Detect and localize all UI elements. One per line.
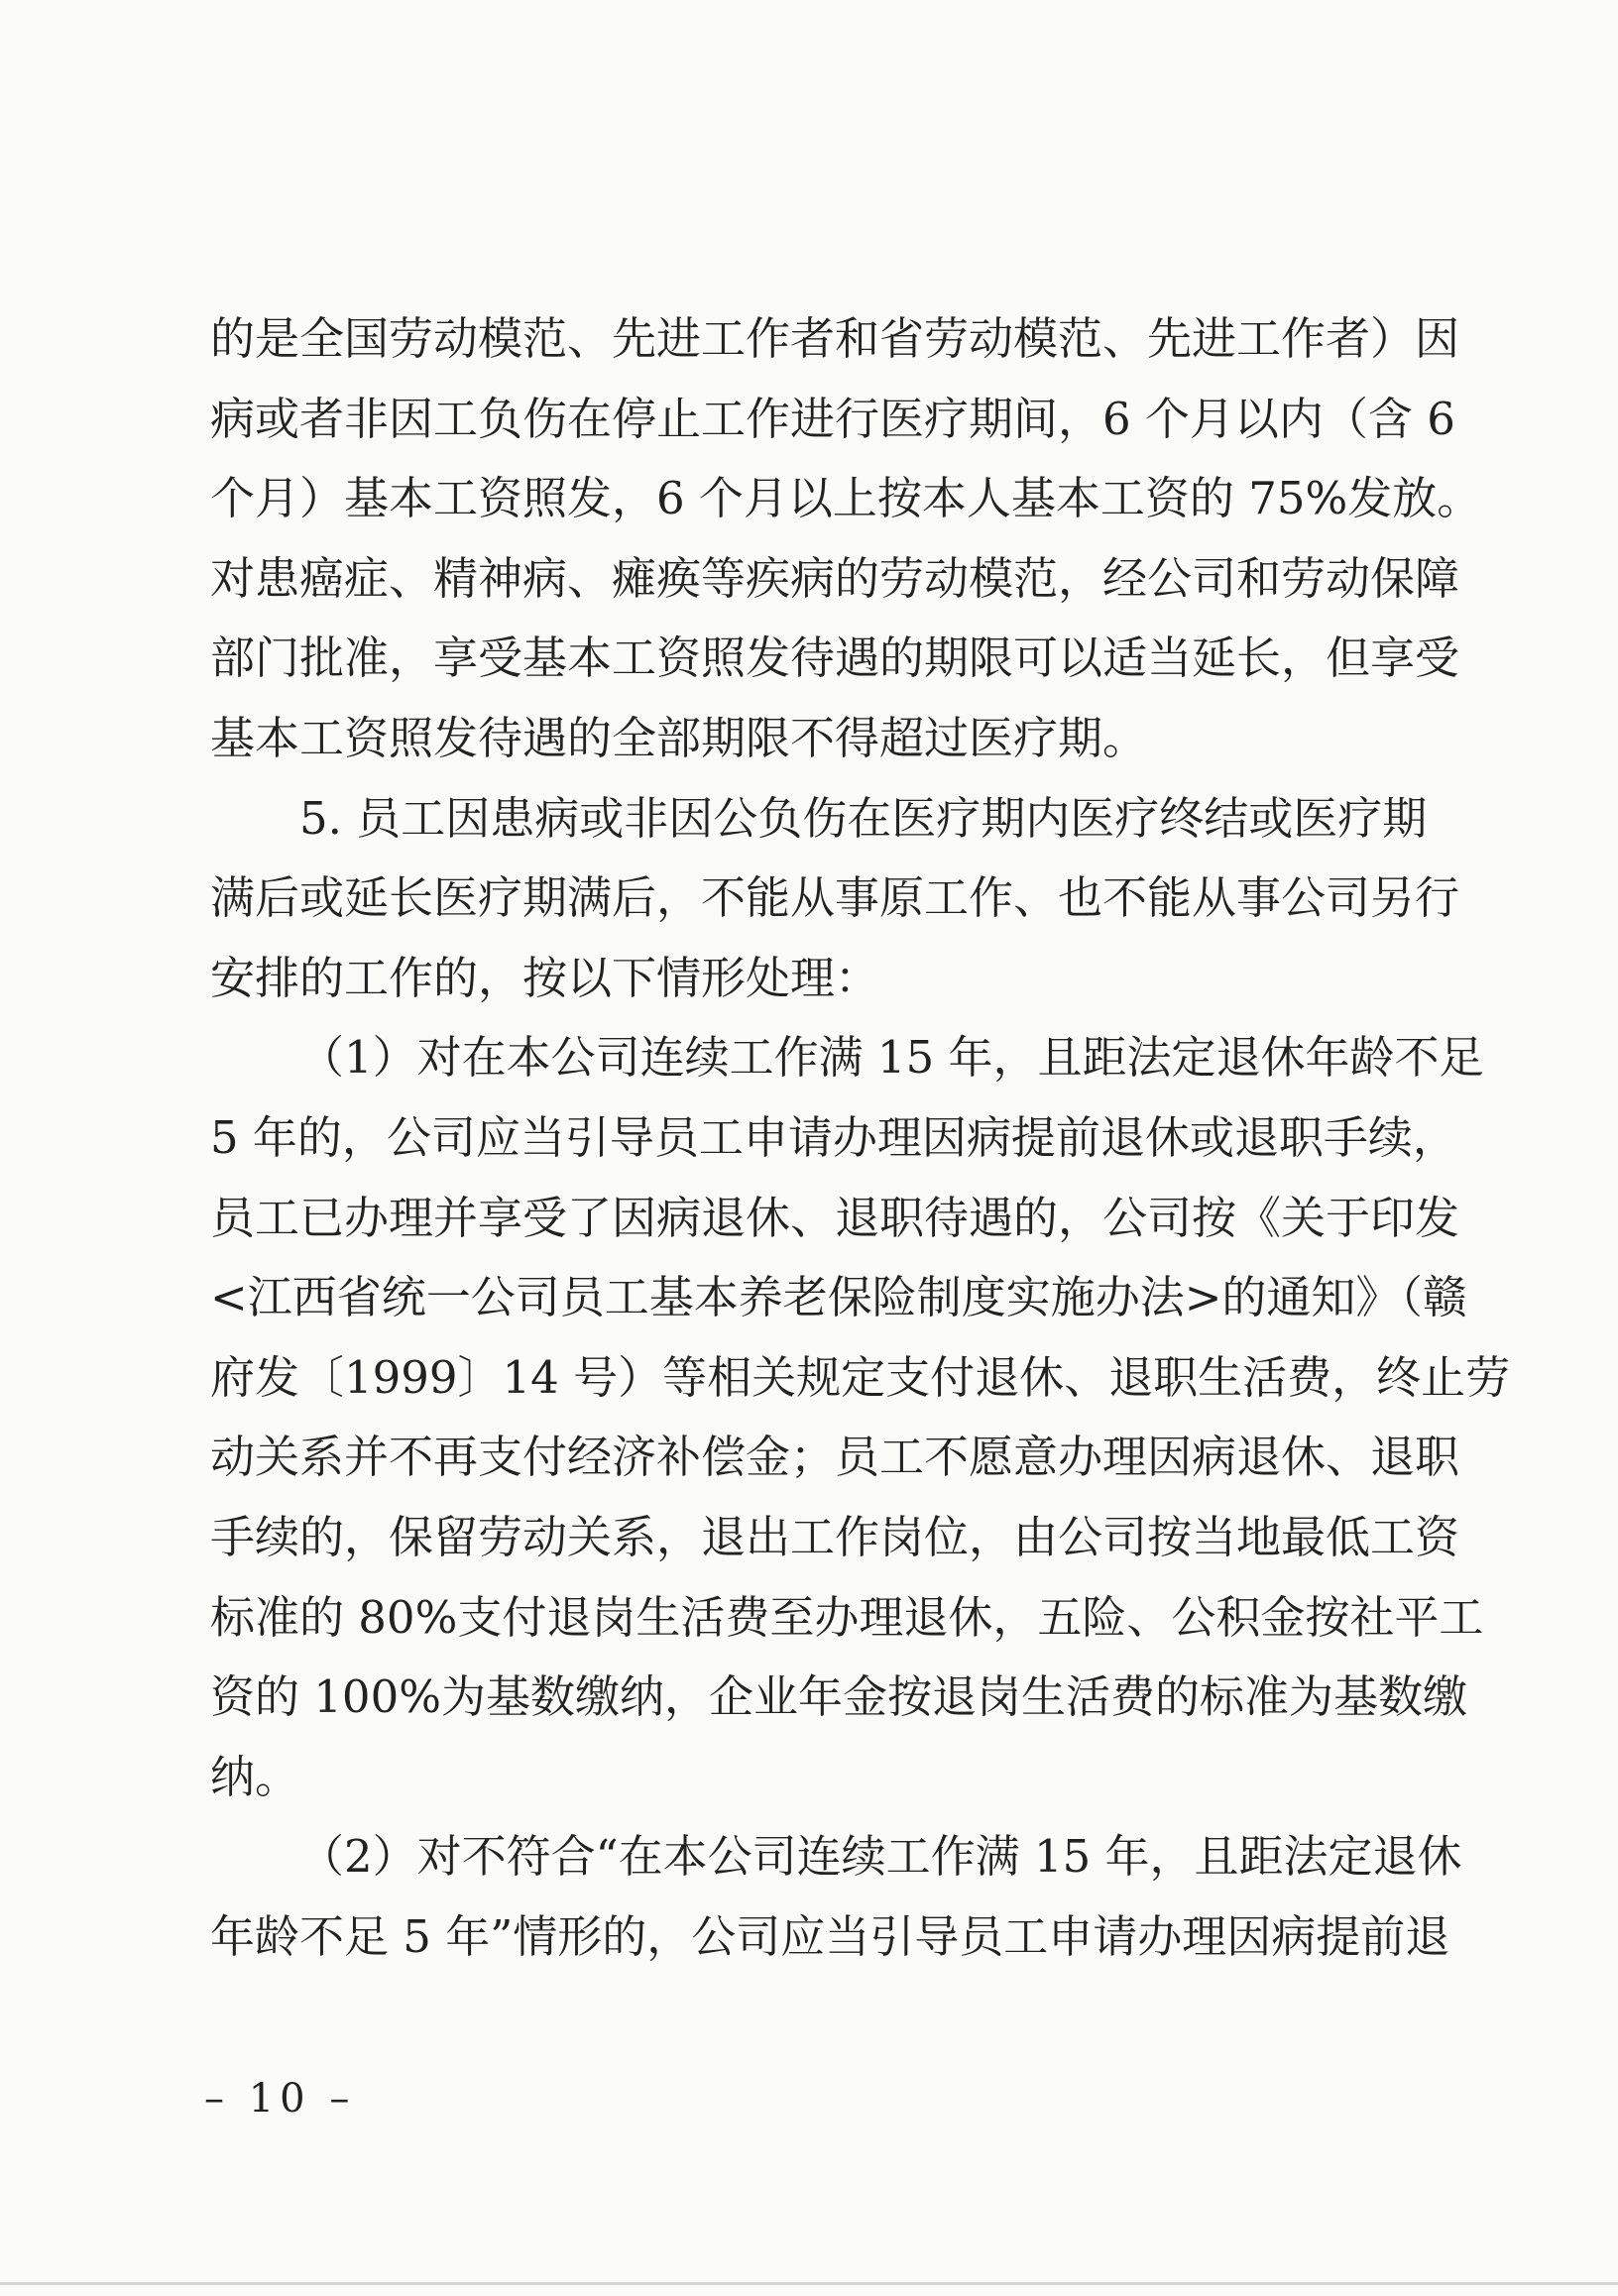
text-line: <江西省统一公司员工基本养老保险制度实施办法>的通知》（赣	[210, 1271, 1467, 1324]
text-line: 的是全国劳动模范、先进工作者和省劳动模范、先进工作者）因	[210, 312, 1460, 365]
text-line: 满后或延长医疗期满后，不能从事原工作、也不能从事公司另行	[210, 871, 1460, 925]
text-line: 5. 员工因患病或非因公负伤在医疗期内医疗终结或医疗期	[299, 791, 1428, 845]
text-line: 标准的 80%支付退岗生活费至办理退休，五险、公积金按社平工	[210, 1590, 1484, 1644]
text-line: （1）对在本公司连续工作满 15 年，且距法定退休年龄不足	[299, 1031, 1484, 1085]
text-line: （2）对不符合“在本公司连续工作满 15 年，且距法定退休	[299, 1830, 1462, 1884]
text-line: 5 年的，公司应当引导员工申请办理因病提前退休或退职手续，	[210, 1110, 1457, 1164]
text-line: 动关系并不再支付经济补偿金；员工不愿意办理因病退休、退职	[210, 1431, 1460, 1484]
text-line: 资的 100%为基数缴纳，企业年金按退岗生活费的标准为基数缴	[210, 1670, 1467, 1724]
text-line: 部门批准，享受基本工资照发待遇的期限可以适当延长，但享受	[210, 631, 1460, 685]
text-line: 安排的工作的，按以下情形处理：	[210, 951, 880, 1004]
text-line: 年龄不足 5 年”情形的，公司应当引导员工申请办理因病提前退	[210, 1909, 1450, 1963]
text-line: 手续的，保留劳动关系，退出工作岗位，由公司按当地最低工资	[210, 1510, 1460, 1563]
text-line: 员工已办理并享受了因病退休、退职待遇的，公司按《关于印发	[210, 1191, 1460, 1244]
text-line: 府发〔1999〕14 号）等相关规定支付退休、退职生活费，终止劳	[210, 1350, 1511, 1404]
text-line: 个月）基本工资照发，6 个月以上按本人基本工资的 75%发放。	[210, 472, 1482, 525]
text-line: 病或者非因工负伤在停止工作进行医疗期间，6 个月以内（含 6	[210, 392, 1455, 445]
page-number: – 10 –	[204, 2076, 356, 2122]
body-text	[210, 299, 1511, 1977]
text-line: 对患癌症、精神病、瘫痪等疾病的劳动模范，经公司和劳动保障	[210, 551, 1460, 605]
text-line: 基本工资照发待遇的全部期限不得超过医疗期。	[210, 711, 1148, 764]
scan-edge-rule	[0, 2282, 1618, 2285]
text-line: 纳。	[210, 1750, 300, 1803]
